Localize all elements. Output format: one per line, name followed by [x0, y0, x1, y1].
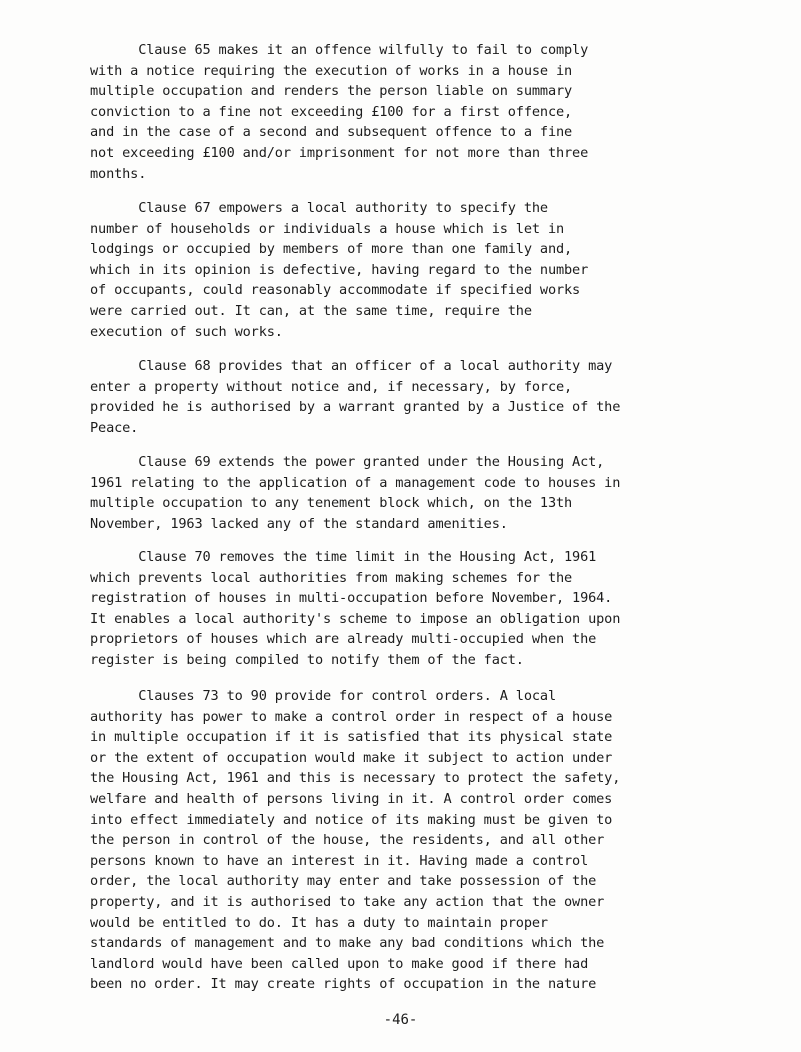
paragraph-clauses-73-90: Clauses 73 to 90 provide for control orders. A local authority has power to make a control order in respect of a house in multiple occupation if it is satisfied that its physical state or the extent of occupation would make it subject to action under the Housing Act, 1961 and this is necessary to protect the safety, welfare and health of persons living in it. A control order comes into effect immediately and notice of its making must be given to the person in control of the house, the residents, and all other persons known to have an interest in it. Having made a control order, the local authority may enter and take possession of the property, and it is authorised to take any action that the owner would be entitled to do. It has a duty to maintain proper standards of management and to make any bad conditions which the landlord would have been called upon to make good if there had been no order. It may create rights of occupation in the nature — [90, 688, 621, 993]
paragraph-clause-68: Clause 68 provides that an officer of a local authority may enter a property without notice and, if necessary, by force, provided he is authorised by a warrant granted by a Justice of the Peace. — [90, 358, 621, 436]
paragraph-clause-69: Clause 69 extends the power granted under the Housing Act, 1961 relating to the application of a management code to houses in multiple occupation to any tenement block which, on the 13th November, 1963 lacked any of the standard amenities. — [90, 454, 621, 532]
paragraph-clause-65: Clause 65 makes it an offence wilfully to fail to comply with a notice requiring the execution of works in a house in multiple occupation and renders the person liable on summary conviction to a fine not exceeding £100 for a first offence, and in the case of a second and subsequent offence to a fine not exceeding £100 and/or imprisonment for not more than three months. — [90, 42, 589, 182]
paragraph-clause-67: Clause 67 empowers a local authority to specify the number of households or individuals a house which is let in lodgings or occupied by members of more than one family and, which in its opinion is defective, having regard to the number of occupants, could reasonably accommodate if specified works were carried out. It can, at the same time, require the execution of such works. — [90, 200, 589, 340]
page-number: -46- — [383, 1012, 418, 1028]
paragraph-clause-70: Clause 70 removes the time limit in the Housing Act, 1961 which prevents local authorities from making schemes for the registration of houses in multi-occupation before November, 1964. It enables a local authority's scheme to impose an obligation upon proprietors of houses which are already multi-occupied when the register is being compiled to notify them of the fact. — [90, 549, 621, 668]
